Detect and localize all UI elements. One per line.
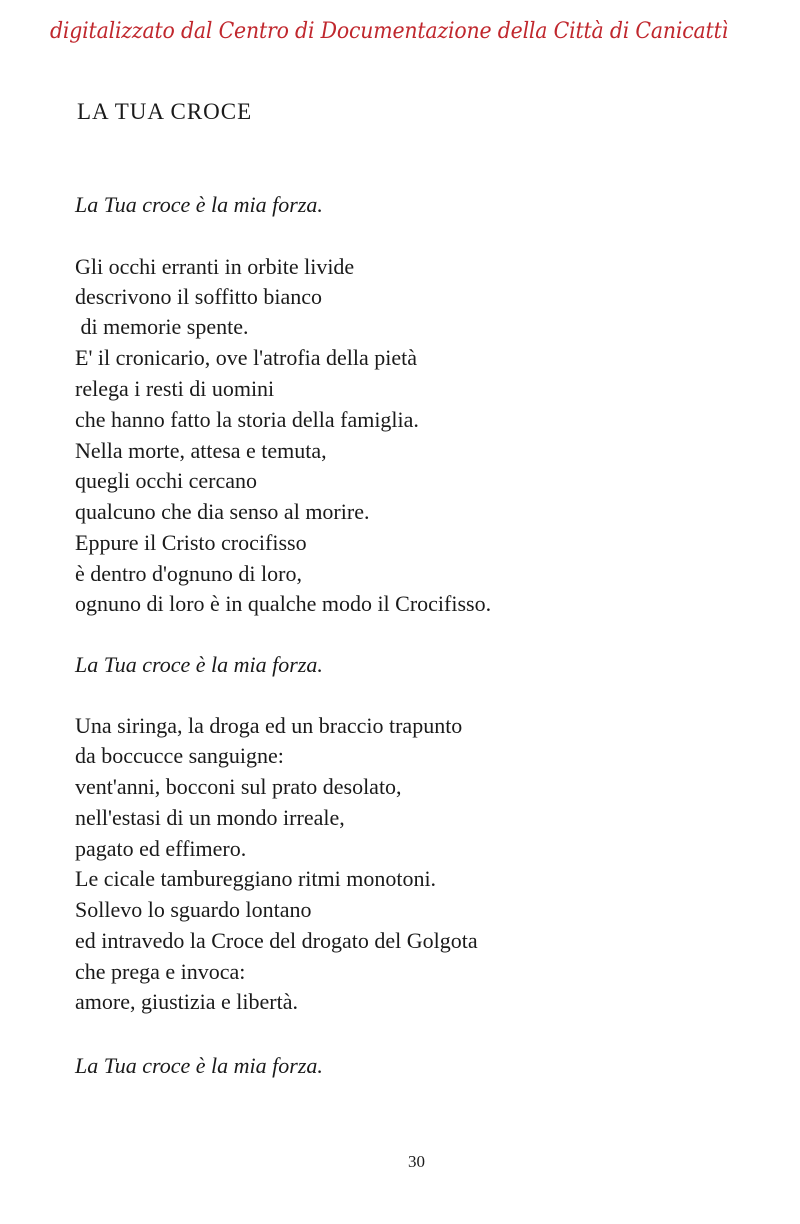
poem-line: che prega e invoca:: [75, 959, 246, 984]
poem-line: che hanno fatto la storia della famiglia.: [75, 407, 419, 432]
poem-line: relega i resti di uomini: [75, 376, 275, 401]
refrain-line: La Tua croce è la mia forza.: [75, 1053, 323, 1078]
refrain-line: La Tua croce è la mia forza.: [75, 652, 323, 677]
poem-line: Le cicale tambureggiano ritmi monotoni.: [75, 866, 437, 891]
poem-line: quegli occhi cercano: [75, 468, 258, 493]
poem-line: nell'estasi di un mondo irreale,: [75, 805, 345, 830]
poem-title: LA TUA CROCE: [77, 99, 253, 124]
poem-line: E' il cronicario, ove l'atrofia della pietà: [75, 345, 418, 370]
poem-line: da boccucce sanguigne:: [75, 743, 284, 768]
digitization-watermark: digitalizzato dal Centro di Documentazione della Città di Canicattì: [50, 19, 728, 44]
poem-line: Nella morte, attesa e temuta,: [75, 438, 327, 463]
poem-line: qualcuno che dia senso al morire.: [75, 499, 370, 524]
poem-line: pagato ed effimero.: [75, 836, 247, 861]
poem-line: è dentro d'ognuno di loro,: [75, 561, 302, 586]
poem-line: Sollevo lo sguardo lontano: [75, 897, 312, 922]
poem-line: Gli occhi erranti in orbite livide: [75, 254, 355, 279]
poem-line: ed intravedo la Croce del drogato del Golgota: [75, 928, 478, 953]
poem-line: amore, giustizia e libertà.: [75, 989, 298, 1014]
poem-line: Eppure il Cristo crocifisso: [75, 530, 307, 555]
poem-line: descrivono il soffitto bianco: [75, 284, 323, 309]
refrain-line: La Tua croce è la mia forza.: [75, 192, 323, 217]
poem-line: Una siringa, la droga ed un braccio trapunto: [75, 713, 463, 738]
poem-line: vent'anni, bocconi sul prato desolato,: [75, 774, 402, 799]
poem-line: di memorie spente.: [75, 314, 249, 339]
page-number: 30: [408, 1152, 425, 1171]
poem-line: ognuno di loro è in qualche modo il Crocifisso.: [75, 591, 492, 616]
